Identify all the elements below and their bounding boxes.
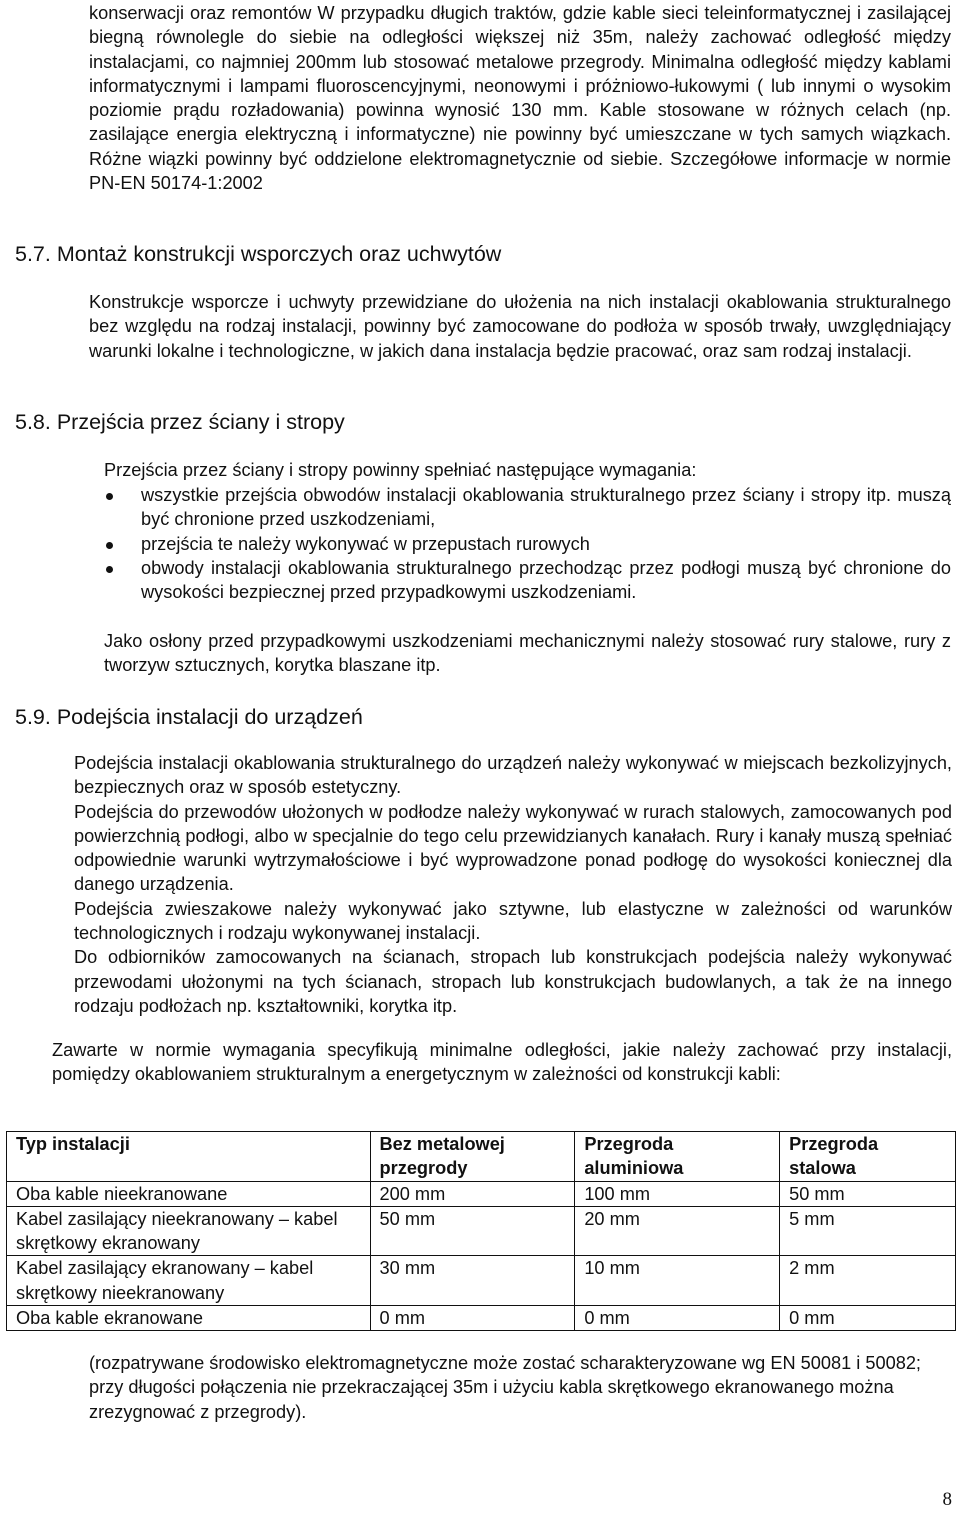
table-header-cell: Przegroda stalowa xyxy=(780,1132,956,1182)
table-cell: 5 mm xyxy=(780,1206,956,1256)
norm-paragraph: Zawarte w normie wymagania specyfikują minimalne odległości, jakie należy zachować przy instalacji, pomiędzy okablowaniem strukturalnym a energetycznym w zależności od konstrukcji kabli: xyxy=(52,1040,952,1085)
section-5-9-paragraph: Podejścia zwieszakowe należy wykonywać jako sztywne, lub elastyczne w zależności od warunków technologicznych i rodzaju wykonywanej instalacji. xyxy=(74,898,952,944)
section-heading-5-7: 5.7. Montaż konstrukcji wsporczych oraz uchwytów xyxy=(15,242,502,266)
requirements-list xyxy=(104,483,951,604)
table-cell: 0 mm xyxy=(575,1306,780,1331)
section-5-8-lead: Przejścia przez ściany i stropy powinny spełniać następujące wymagania: xyxy=(104,460,697,480)
section-5-8-note: Jako osłony przed przypadkowymi uszkodzeniami mechanicznymi należy stosować rury stalowe, rury z tworzyw sztucznych, korytka blaszane itp. xyxy=(104,631,951,676)
table-row xyxy=(7,1181,956,1206)
table-cell: 50 mm xyxy=(370,1206,575,1256)
table-cell: 10 mm xyxy=(575,1256,780,1306)
intro-paragraph: konserwacji oraz remontów W przypadku długich traktów, gdzie kable sieci teleinformatycznej i zasilającej biegną równolegle do siebie na odległości większej niż 35m, należy zachować odległość między instalacjami, co najmniej 200mm lub stosować metalowe przegrody. Minimalna odległość między kablami informatycznymi i lampami fluoroscencyjnymi, neonowymi i próżniowo-łukowymi ( lub innymi o wysokim poziomie prądu rozładowania) powinna wynosić 130 mm. Kable stosowane w różnych celach (np. zasilające energia elektryczną i informatyczne) nie powinny być umieszczane w tych samych wiązkach. Różne wiązki powinny być oddzielone elektromagnetycznie od siebie. Szczegółowe informacje w normie PN-EN 50174-1:2002 xyxy=(89,3,951,194)
table-cell: 50 mm xyxy=(780,1181,956,1206)
table-cell: 200 mm xyxy=(370,1181,575,1206)
list-item-text: obwody instalacji okablowania strukturalnego przechodząc przez podłogi muszą być chronione do wysokości bezpiecznej przed przypadkowymi uszkodzeniami. xyxy=(141,557,951,603)
table-row xyxy=(7,1256,956,1306)
bullet-icon xyxy=(106,566,113,573)
section-5-9-paragraph: Do odbiorników zamocowanych na ścianach, stropach lub konstrukcjach podejścia należy wykonywać przewodami ułożonymi na tych ścianach, stropach lub konstrukcjach budowlanych, a tak że na innego rodzaju podłożach np. kształtowniki, korytka itp. xyxy=(74,947,952,1016)
table-cell: Oba kable nieekranowane xyxy=(7,1181,371,1206)
list-item xyxy=(104,556,951,605)
table-cell: 20 mm xyxy=(575,1206,780,1256)
table-row xyxy=(7,1206,956,1256)
table-cell: 100 mm xyxy=(575,1181,780,1206)
table-header-cell: Bez metalowej przegrody xyxy=(370,1132,575,1182)
list-item-text: przejścia te należy wykonywać w przepustach rurowych xyxy=(141,533,590,554)
section-heading-5-8: 5.8. Przejścia przez ściany i stropy xyxy=(15,410,345,434)
list-item xyxy=(104,483,951,532)
bullet-icon xyxy=(106,542,113,549)
page-number: 8 xyxy=(942,1489,952,1510)
table-cell: 2 mm xyxy=(780,1256,956,1306)
table-cell: 30 mm xyxy=(370,1256,575,1306)
table-header-cell: Przegroda aluminiowa xyxy=(575,1132,780,1182)
section-5-9-body xyxy=(74,751,952,1018)
table-cell: Oba kable ekranowane xyxy=(7,1306,371,1331)
table-cell: Kabel zasilający ekranowany – kabel skrętkowy nieekranowany xyxy=(7,1256,371,1306)
list-item xyxy=(104,532,951,556)
table-cell: 0 mm xyxy=(780,1306,956,1331)
section-5-9-paragraph: Podejścia instalacji okablowania strukturalnego do urządzeń należy wykonywać w miejscach bezkolizyjnych, bezpiecznych oraz w sposób estetyczny. xyxy=(74,753,952,798)
section-5-9-paragraph: Podejścia do przewodów ułożonych w podłodze należy wykonywać w rurach stalowych, zamocowanych pod powierzchnią podłogi, albo w specjalnie do tego celu przewidzianych kanałach. Rury i kanały muszą spełniać odpowiednie warunki wytrzymałościowe i być wyprowadzone ponad podłogę do wysokości koniecznej dla danego urządzenia. xyxy=(74,801,952,895)
bullet-icon xyxy=(106,493,113,500)
table-cell: 0 mm xyxy=(370,1306,575,1331)
section-5-7-text: Konstrukcje wsporcze i uchwyty przewidziane do ułożenia na nich instalacji okablowania strukturalnego bez względu na rodzaj instalacji, powinny być zamocowane do podłoża w sposób trwały, uwzględniający warunki lokalne i technologiczne, w jakich dana instalacja będzie pracować, oraz sam rodzaj instalacji. xyxy=(89,292,951,361)
table-cell: Kabel zasilający nieekranowany – kabel skrętkowy ekranowany xyxy=(7,1206,371,1256)
table-row xyxy=(7,1306,956,1331)
table-header-cell: Typ instalacji xyxy=(7,1132,371,1182)
list-item-text: wszystkie przejścia obwodów instalacji okablowania strukturalnego przez ściany i stropy itp. muszą być chronione przed uszkodzeniami, xyxy=(141,485,951,530)
table-header-row xyxy=(7,1132,956,1182)
section-heading-5-9: 5.9. Podejścia instalacji do urządzeń xyxy=(15,705,363,729)
footnote: (rozpatrywane środowisko elektromagnetyczne może zostać scharakteryzowane wg EN 50081 i 50082; przy długości połączenia nie przekraczającej 35m i użyciu kabla skrętkowego ekranowanego można zrezygnować z przegrody). xyxy=(89,1353,921,1422)
distance-requirements-table xyxy=(6,1131,956,1331)
